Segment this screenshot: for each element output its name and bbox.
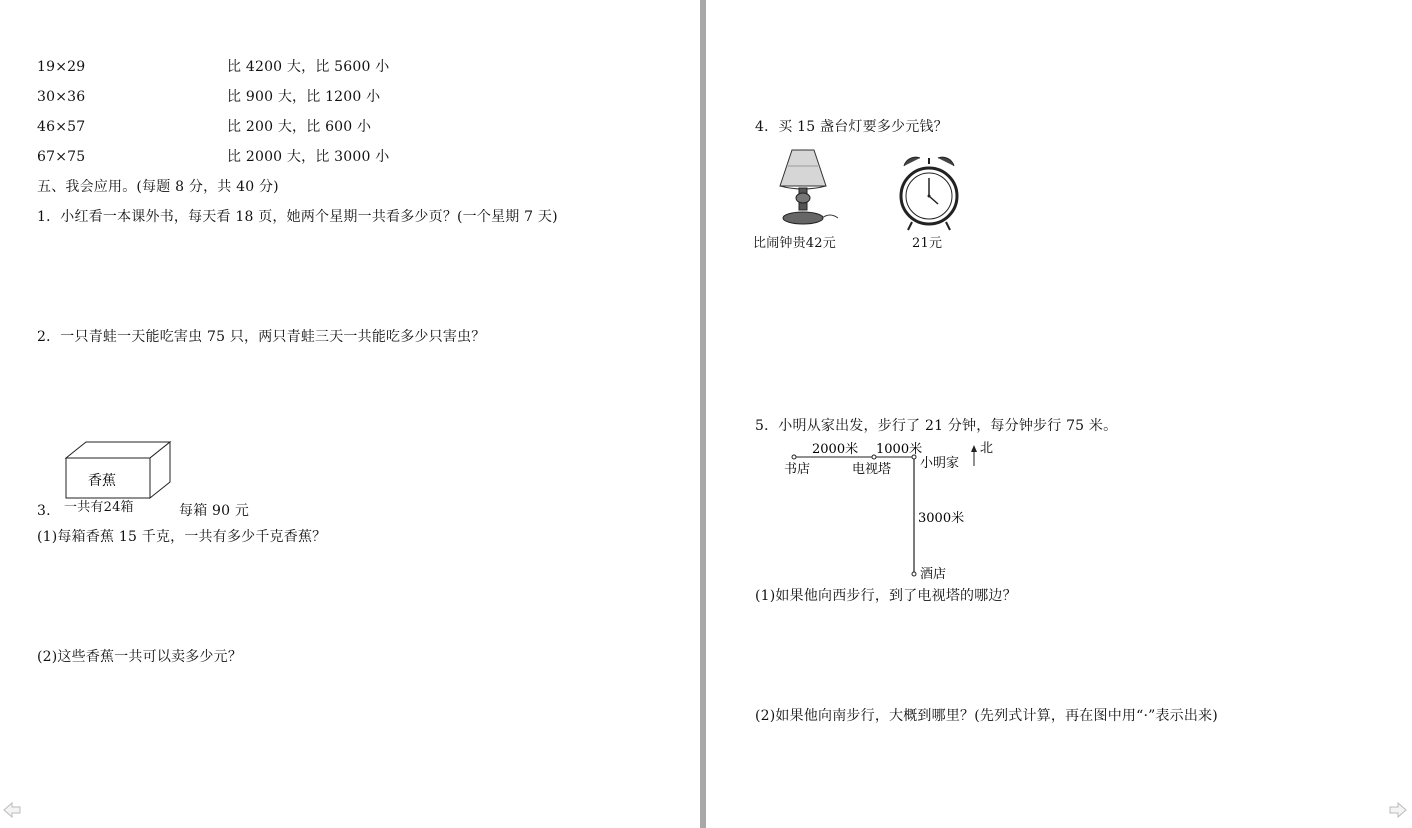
- left-page: [0, 0, 700, 828]
- table-lamp-icon: [774, 146, 846, 228]
- compare-expr-4: 67×75: [37, 149, 86, 165]
- route-map: [776, 436, 1016, 586]
- question-3-sub-2: (2)这些香蕉一共可以卖多少元？: [37, 649, 243, 665]
- map-home: 小明家: [920, 456, 960, 471]
- box-label: 香蕉: [88, 473, 116, 489]
- compare-expr-1: 19×29: [37, 59, 86, 75]
- map-hotel: 酒店: [920, 567, 947, 582]
- right-page: [706, 0, 1412, 828]
- question-3-number: 3.: [37, 503, 51, 519]
- map-tv-tower: 电视塔: [852, 462, 892, 477]
- alarm-clock-icon: [898, 154, 960, 232]
- arrow-right-icon[interactable]: [1388, 800, 1408, 820]
- map-dist-bookstore: 2000米: [812, 442, 859, 457]
- arrow-left-icon[interactable]: [2, 800, 22, 820]
- question-5: 5．小明从家出发，步行了 21 分钟，每分钟步行 75 米。: [755, 418, 1118, 434]
- banana-box-illustration: [60, 438, 176, 502]
- question-2: 2．一只青蛙一天能吃害虫 75 只，两只青蛙三天一共能吃多少只害虫？: [37, 329, 486, 345]
- lamp-caption: 比闹钟贵42元: [753, 236, 836, 251]
- compare-expr-3: 46×57: [37, 119, 86, 135]
- map-bookstore: 书店: [784, 462, 811, 477]
- question-3-sub-1: (1)每箱香蕉 15 千克，一共有多少千克香蕉？: [37, 529, 327, 545]
- map-north-label: 北: [980, 441, 994, 456]
- map-dist-hotel: 3000米: [918, 511, 965, 526]
- question-4: 4．买 15 盏台灯要多少元钱？: [755, 119, 948, 135]
- clock-caption: 21元: [912, 236, 943, 251]
- compare-range-4: 比 2000 大，比 3000 小: [227, 149, 390, 165]
- compare-range-2: 比 900 大，比 1200 小: [227, 89, 381, 105]
- question-5-sub-2: (2)如果他向南步行，大概到哪里？(先列式计算，再在图中用“·”表示出来): [755, 708, 1218, 724]
- question-5-sub-1: (1)如果他向西步行，到了电视塔的哪边？: [755, 588, 1017, 604]
- question-1: 1．小红看一本课外书，每天看 18 页，她两个星期一共看多少页？(一个星期 7 天): [37, 209, 558, 225]
- compare-range-1: 比 4200 大，比 5600 小: [227, 59, 390, 75]
- map-dist-tower: 1000米: [876, 442, 923, 457]
- compare-range-3: 比 200 大，比 600 小: [227, 119, 372, 135]
- box-price: 每箱 90 元: [179, 503, 250, 519]
- box-caption: 一共有24箱: [64, 500, 134, 515]
- compare-expr-2: 30×36: [37, 89, 86, 105]
- section-title: 五、我会应用。(每题 8 分，共 40 分): [37, 179, 279, 195]
